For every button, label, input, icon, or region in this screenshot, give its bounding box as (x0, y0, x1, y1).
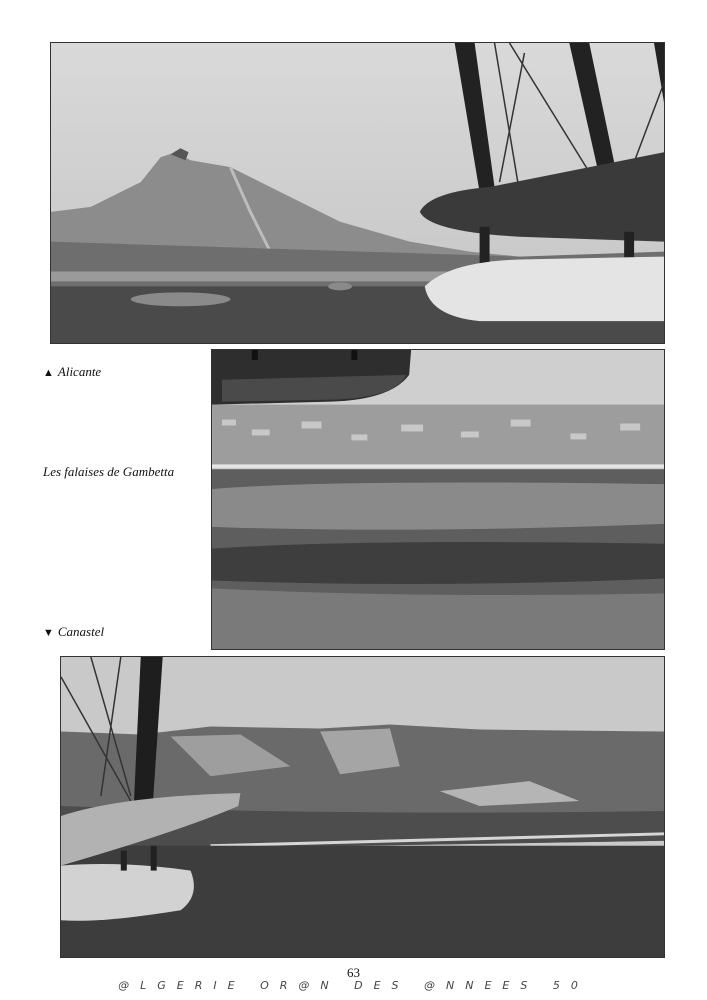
photo-alicante (50, 42, 665, 344)
caption-canastel (43, 624, 104, 640)
caption-canastel-text: Canastel (57, 624, 105, 639)
footer-title: @LGERIE OR@N DES @NNEES 50 (118, 979, 589, 992)
caption-gambetta-text: Les falaises de Gambetta (43, 464, 175, 479)
photo-falaises-gambetta (211, 349, 665, 650)
up-triangle-icon: ▲ (43, 367, 54, 379)
page-number: 63 (347, 965, 360, 980)
photo-canastel (60, 656, 665, 958)
down-triangle-icon: ▼ (43, 627, 54, 639)
caption-alicante-text: Alicante (57, 364, 102, 379)
caption-alicante (43, 364, 101, 380)
caption-gambetta (43, 464, 174, 480)
